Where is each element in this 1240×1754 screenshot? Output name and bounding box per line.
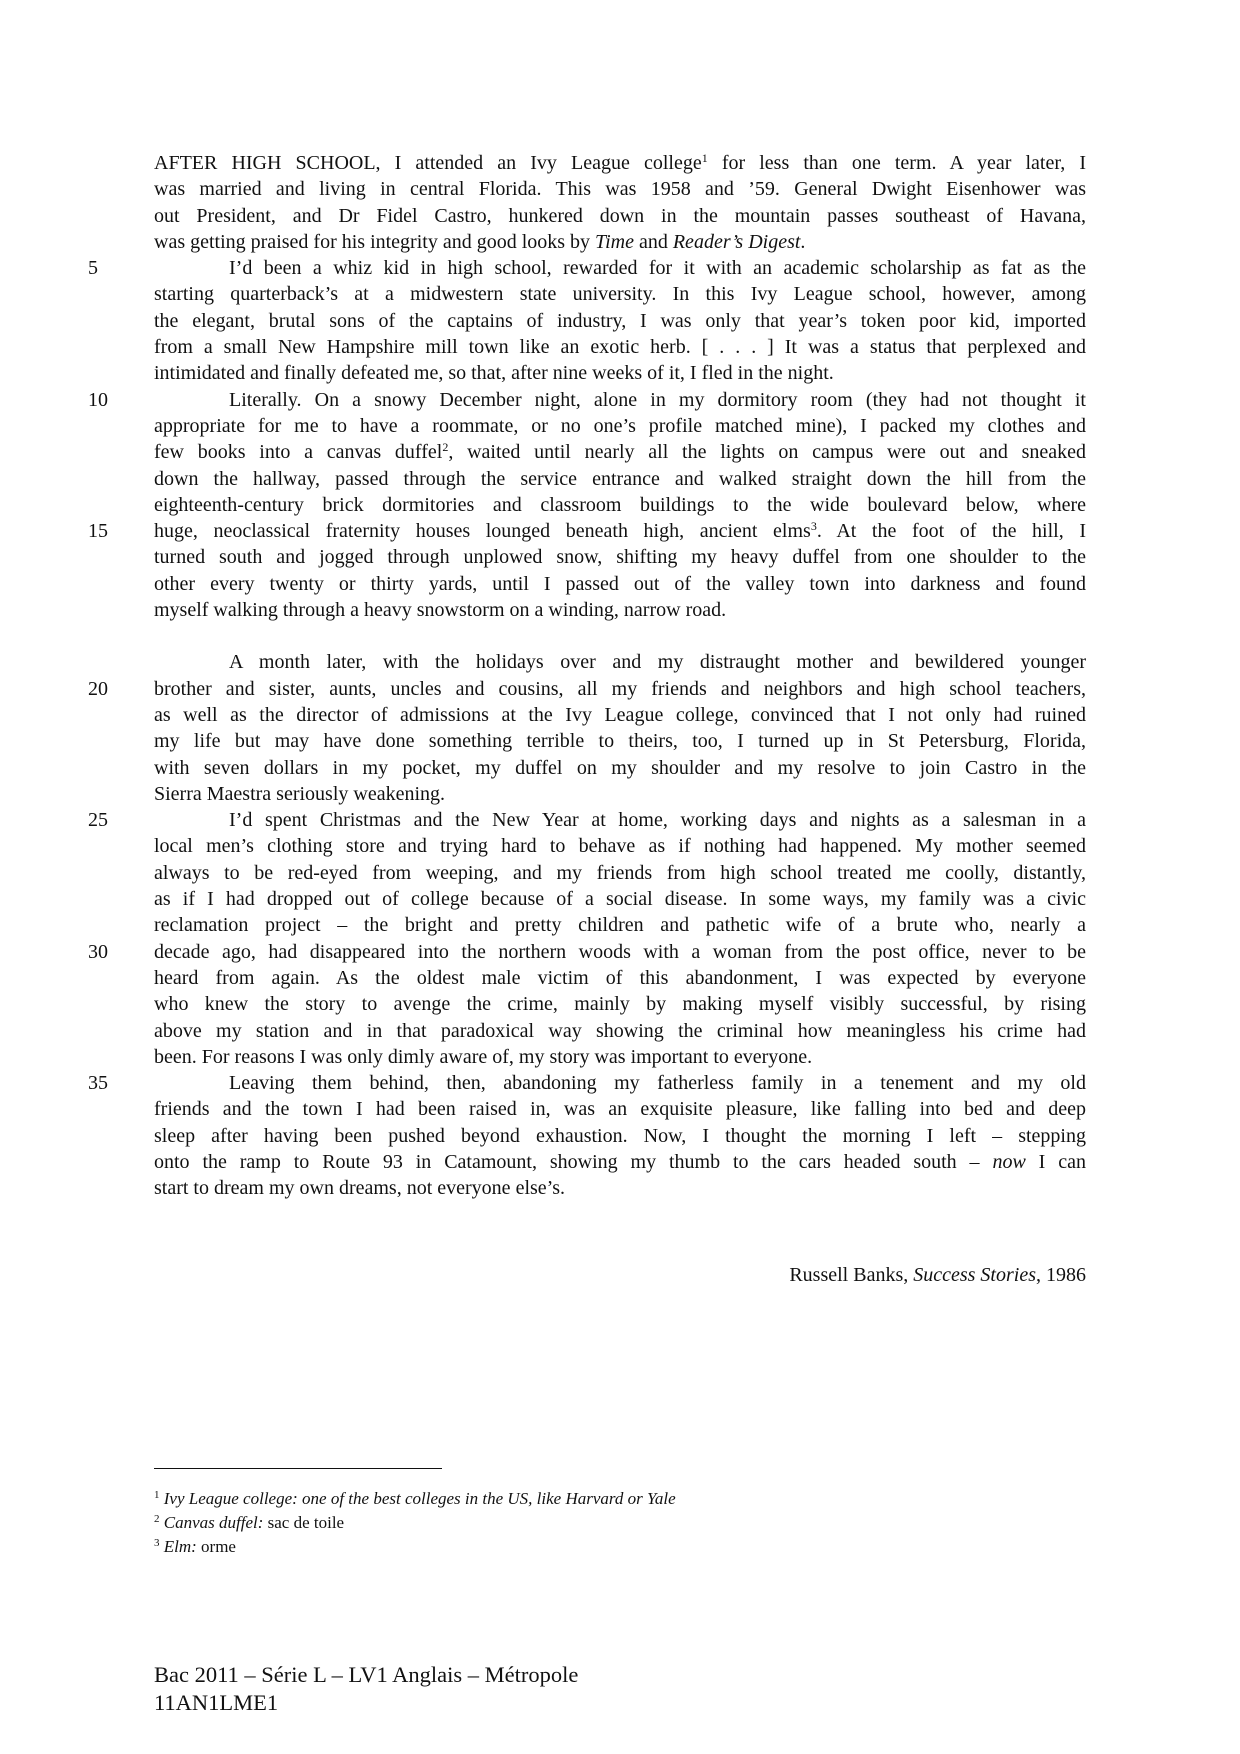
text-segment: above my station and in that paradoxical way showing the criminal how meaningless his crime had bbox=[154, 1019, 1086, 1042]
text-line bbox=[154, 991, 1086, 1017]
text-segment: friends and the town I had been raised in, was an exquisite pleasure, like falling into bed and deep bbox=[154, 1098, 1086, 1121]
footnote-definition: orme bbox=[196, 1537, 236, 1556]
text-segment: . bbox=[800, 230, 806, 253]
text-segment: myself walking through a heavy snowstorm on a winding, narrow road. bbox=[154, 599, 727, 622]
text-line bbox=[88, 676, 1086, 702]
text-segment: I can bbox=[1025, 1150, 1086, 1173]
text-line bbox=[154, 1123, 1086, 1149]
text-line bbox=[154, 702, 1086, 728]
text-line bbox=[154, 492, 1086, 518]
footnote-ref: 2 bbox=[442, 440, 449, 455]
footnote-ref: 3 bbox=[810, 519, 817, 534]
text-line bbox=[154, 439, 1086, 465]
text-segment: from a small New Hampshire mill town like an exotic herb. [ . . . ] It was a status that perplexed and bbox=[154, 336, 1086, 359]
text-line bbox=[88, 387, 1086, 413]
text-segment: Literally. On a snowy December night, alone in my dormitory room (they had not thought it bbox=[229, 388, 1086, 411]
footnotes bbox=[154, 1487, 1054, 1559]
text-line bbox=[154, 1018, 1086, 1044]
text-segment: always to be red-eyed from weeping, and my friends from high school treated me coolly, distantly, bbox=[154, 861, 1086, 884]
exam-code: 11AN1LME1 bbox=[154, 1690, 279, 1715]
footnote-1 bbox=[154, 1487, 1054, 1511]
attribution bbox=[154, 1264, 1086, 1287]
text-segment: been. For reasons I was only dimly aware of, my story was important to everyone. bbox=[154, 1045, 813, 1068]
text-segment: appropriate for me to have a roommate, or no one’s profile matched mine), I packed my clothes and bbox=[154, 414, 1086, 437]
text-line bbox=[154, 728, 1086, 754]
text-segment: eighteenth-century brick dormitories and classroom buildings to the wide boulevard below, where bbox=[154, 493, 1086, 516]
text-segment: Leaving them behind, then, abandoning my fatherless family in a tenement and my old bbox=[229, 1072, 1086, 1095]
line-number: 5 bbox=[88, 257, 98, 280]
text-line bbox=[154, 150, 1086, 176]
footnote-3 bbox=[154, 1535, 1054, 1559]
text-line bbox=[154, 965, 1086, 991]
text-segment: turned south and jogged through unplowed snow, shifting my heavy duffel from one shoulder to the bbox=[154, 546, 1086, 569]
text-segment: starting quarterback’s at a midwestern state university. In this Ivy League school, however, among bbox=[154, 283, 1086, 306]
exam-title: Bac 2011 – Série L – LV1 Anglais – Métropole bbox=[154, 1662, 579, 1687]
text-segment: A month later, with the holidays over and my distraught mother and bewildered younger bbox=[229, 651, 1086, 674]
text-line bbox=[88, 1070, 1086, 1096]
text-line bbox=[154, 1149, 1086, 1175]
text-segment: brother and sister, aunts, uncles and cousins, all my friends and neighbors and high school teachers, bbox=[154, 677, 1086, 700]
text-segment: reclamation project – the bright and pretty children and pathetic wife of a brute who, nearly a bbox=[154, 914, 1086, 937]
text-segment: huge, neoclassical fraternity houses lounged beneath high, ancient elms bbox=[154, 520, 811, 543]
text-segment: who knew the story to avenge the crime, mainly by making myself visibly successful, by rising bbox=[154, 993, 1086, 1016]
line-number: 35 bbox=[88, 1072, 108, 1095]
text-line bbox=[88, 255, 1086, 281]
text-segment: intimidated and finally defeated me, so that, after nine weeks of it, I fled in the night. bbox=[154, 362, 834, 385]
text-line bbox=[154, 281, 1086, 307]
italic-text: now bbox=[992, 1150, 1026, 1173]
text-segment: decade ago, had disappeared into the northern woods with a woman from the post office, never to be bbox=[154, 940, 1086, 963]
text-line bbox=[154, 544, 1086, 570]
footnote-divider bbox=[154, 1468, 442, 1469]
text-line bbox=[154, 833, 1086, 859]
text-segment: for less than one term. A year later, I bbox=[707, 152, 1086, 174]
text-segment: was married and living in central Florida. This was 1958 and ’59. General Dwight Eisenhower was bbox=[154, 178, 1086, 201]
text-line bbox=[154, 571, 1086, 597]
page-footer bbox=[154, 1661, 578, 1717]
text-segment: . At the foot of the hill, I bbox=[816, 520, 1086, 543]
text-line bbox=[154, 755, 1086, 781]
passage-text bbox=[88, 150, 1086, 1202]
text-segment: with seven dollars in my pocket, my duffel on my shoulder and my resolve to join Castro in the bbox=[154, 756, 1086, 779]
footnote-number: 1 bbox=[154, 1489, 160, 1501]
footnote-number: 3 bbox=[154, 1537, 160, 1549]
text-line bbox=[154, 1096, 1086, 1122]
text-line bbox=[154, 360, 1086, 386]
footnote-definition: sac de toile bbox=[263, 1513, 345, 1532]
text-line bbox=[154, 886, 1086, 912]
attribution-author: Russell Banks, bbox=[789, 1264, 914, 1286]
footnote-number: 2 bbox=[154, 1513, 160, 1525]
text-segment: as well as the director of admissions at the Ivy League college, convinced that I not only had ruined bbox=[154, 703, 1086, 726]
italic-text: Reader’s Digest bbox=[672, 230, 801, 253]
text-line bbox=[154, 229, 1086, 255]
text-line bbox=[154, 912, 1086, 938]
text-segment: my life but may have done something terrible to theirs, too, I turned up in St Petersburg, Florida, bbox=[154, 730, 1086, 753]
text-segment: few books into a canvas duffel bbox=[154, 441, 443, 464]
text-line bbox=[154, 597, 1086, 623]
line-number: 30 bbox=[88, 940, 108, 963]
line-number: 10 bbox=[88, 388, 108, 411]
text-segment: I’d been a whiz kid in high school, rewarded for it with an academic scholarship as fat as the bbox=[229, 257, 1086, 280]
attribution-year: , 1986 bbox=[1036, 1264, 1086, 1286]
text-segment: was getting praised for his integrity and good looks by bbox=[154, 230, 596, 253]
footnote-term: Ivy League college: one of the best colleges in the US, like Harvard or Yale bbox=[163, 1489, 676, 1508]
text-line bbox=[154, 308, 1086, 334]
footnote-ref: 1 bbox=[701, 151, 708, 165]
text-line bbox=[154, 860, 1086, 886]
text-segment: other every twenty or thirty yards, until I passed out of the valley town into darkness and found bbox=[154, 572, 1086, 595]
text-segment: start to dream my own dreams, not everyone else’s. bbox=[154, 1177, 565, 1200]
text-line bbox=[154, 649, 1086, 675]
footnote-term: Canvas duffel: bbox=[163, 1513, 264, 1532]
footnote-2 bbox=[154, 1511, 1054, 1535]
attribution-title: Success Stories bbox=[913, 1264, 1036, 1286]
text-line bbox=[154, 1175, 1086, 1201]
text-segment: out President, and Dr Fidel Castro, hunkered down in the mountain passes southeast of Havana, bbox=[154, 204, 1086, 227]
text-line bbox=[88, 518, 1086, 544]
text-line bbox=[88, 939, 1086, 965]
line-number: 25 bbox=[88, 809, 108, 832]
text-segment: local men’s clothing store and trying hard to behave as if nothing had happened. My mother seemed bbox=[154, 835, 1086, 858]
text-line bbox=[154, 781, 1086, 807]
text-line bbox=[88, 807, 1086, 833]
line-number: 20 bbox=[88, 677, 108, 700]
text-segment: heard from again. As the oldest male victim of this abandonment, I was expected by everyone bbox=[154, 966, 1086, 989]
text-segment: and bbox=[633, 230, 673, 253]
footnote-term: Elm: bbox=[163, 1537, 197, 1556]
line-number: 15 bbox=[88, 520, 108, 543]
text-line bbox=[154, 466, 1086, 492]
text-segment: as if I had dropped out of college because of a social disease. In some ways, my family was a civic bbox=[154, 888, 1086, 911]
text-segment: down the hallway, passed through the service entrance and walked straight down the hill from the bbox=[154, 467, 1086, 490]
text-line bbox=[154, 334, 1086, 360]
text-segment: , waited until nearly all the lights on campus were out and sneaked bbox=[448, 441, 1086, 464]
text-segment: onto the ramp to Route 93 in Catamount, showing my thumb to the cars headed south – bbox=[154, 1150, 993, 1173]
text-segment: I’d spent Christmas and the New Year at home, working days and nights as a salesman in a bbox=[229, 809, 1086, 832]
text-line bbox=[154, 413, 1086, 439]
text-line bbox=[154, 1044, 1086, 1070]
text-segment: sleep after having been pushed beyond exhaustion. Now, I thought the morning I left – stepping bbox=[154, 1124, 1086, 1147]
text-segment: Sierra Maestra seriously weakening. bbox=[154, 782, 446, 805]
text-segment: the elegant, brutal sons of the captains of industry, I was only that year’s token poor kid, imported bbox=[154, 309, 1086, 332]
text-segment: AFTER HIGH SCHOOL, I attended an Ivy League college bbox=[154, 152, 702, 174]
italic-text: Time bbox=[595, 230, 634, 253]
text-line bbox=[154, 203, 1086, 229]
text-line bbox=[154, 176, 1086, 202]
